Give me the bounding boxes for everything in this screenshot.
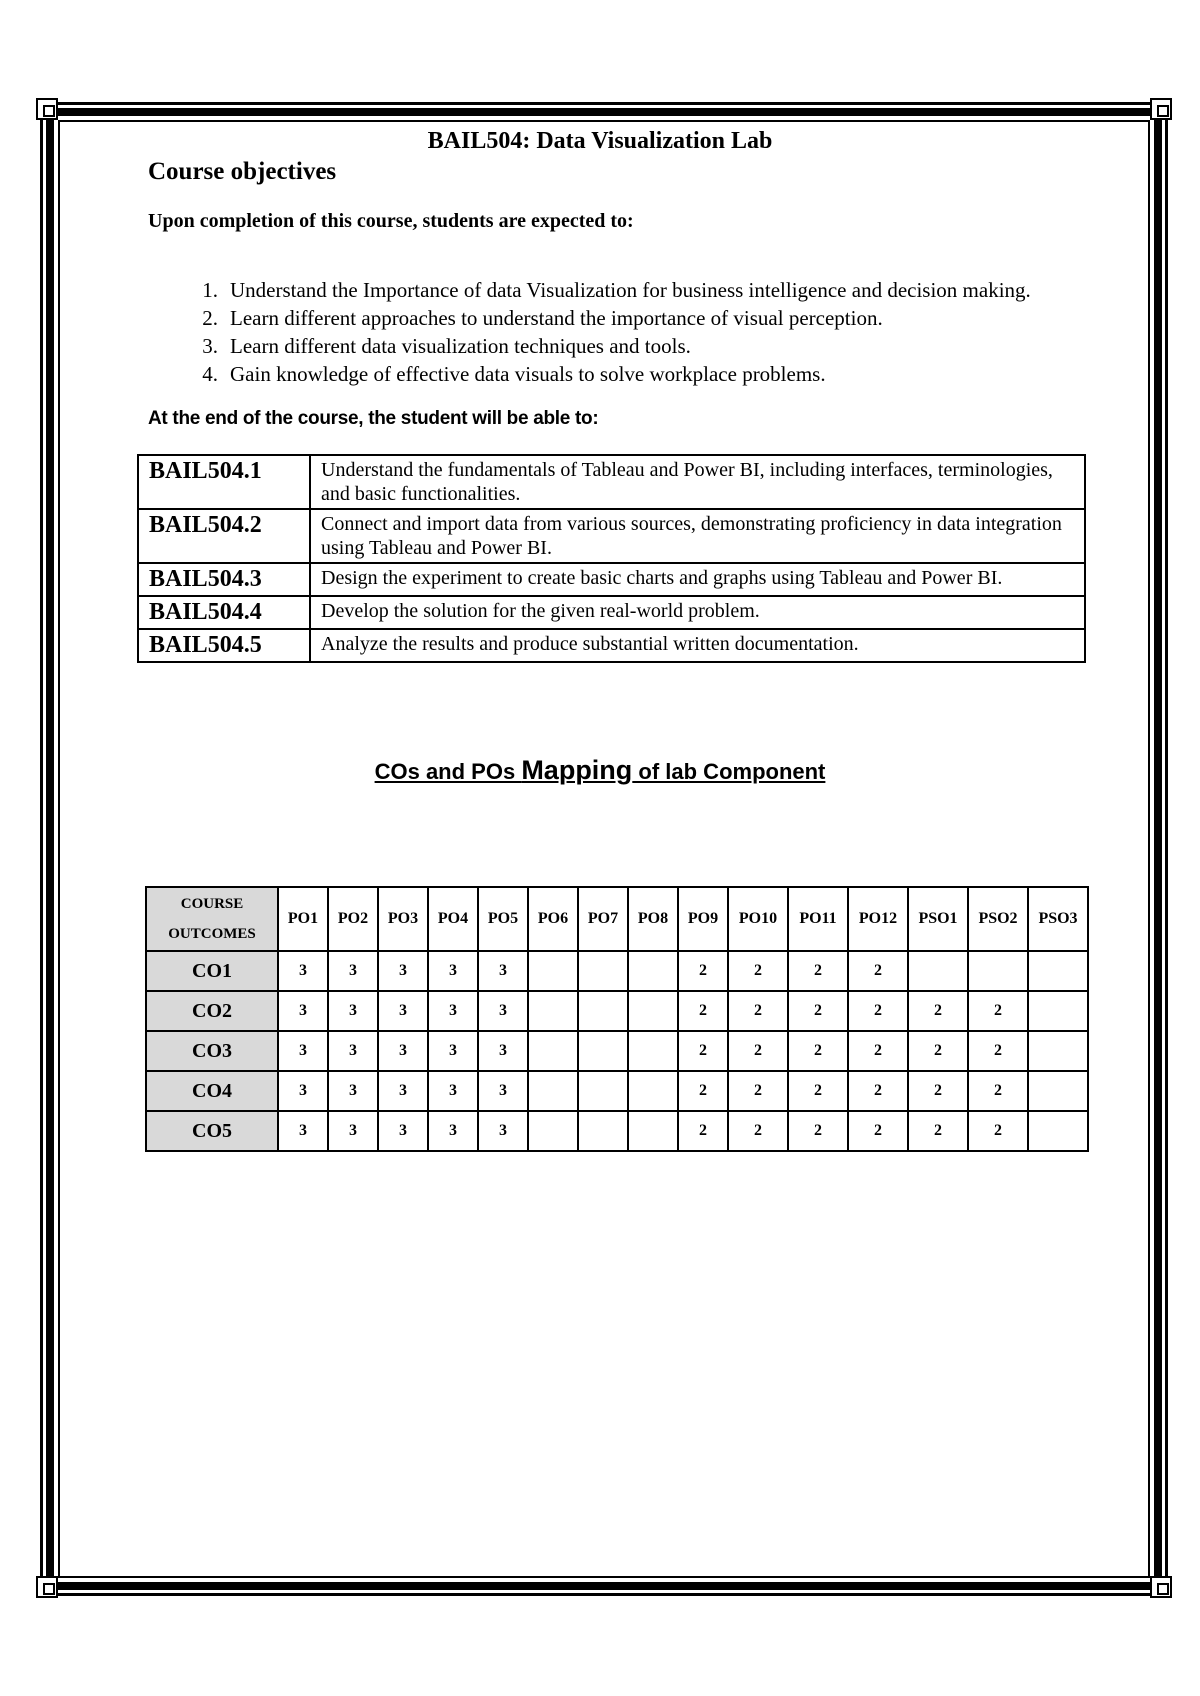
- column-header: PO6: [528, 887, 578, 951]
- column-header: PO2: [328, 887, 378, 951]
- row-header: CO4: [146, 1071, 278, 1111]
- table-cell: [628, 1031, 678, 1071]
- row-header: CO3: [146, 1031, 278, 1071]
- table-cell: [528, 1111, 578, 1151]
- table-row: [138, 596, 1085, 629]
- objective-item: 3. Learn different data visualization techniques and tools.: [202, 334, 691, 358]
- table-cell: 2: [678, 991, 728, 1031]
- table-cell: [628, 1111, 678, 1151]
- column-header: PSO3: [1028, 887, 1088, 951]
- document-title: BAIL504: Data Visualization Lab: [427, 128, 773, 154]
- table-row: [138, 629, 1085, 662]
- table-cell: 3: [478, 951, 528, 991]
- table-cell: 3: [328, 1111, 378, 1151]
- table-cell: [578, 991, 628, 1031]
- table-cell: 2: [908, 1031, 968, 1071]
- column-header: PO1: [278, 887, 328, 951]
- table-cell: [1028, 1111, 1088, 1151]
- table-cell: 2: [788, 1031, 848, 1071]
- table-cell: 3: [478, 991, 528, 1031]
- column-header: PO3: [378, 887, 428, 951]
- co-code: BAIL504.4: [138, 596, 310, 629]
- table-cell: 2: [728, 1111, 788, 1151]
- table-cell: [968, 951, 1028, 991]
- border-corner-bottom-left: [36, 1576, 58, 1598]
- table-row: [146, 991, 1088, 1031]
- table-cell: 3: [378, 991, 428, 1031]
- table-cell: 3: [478, 1071, 528, 1111]
- row-header: CO1: [146, 951, 278, 991]
- table-cell: 2: [848, 991, 908, 1031]
- table-cell: 3: [428, 1071, 478, 1111]
- column-header: PO9: [678, 887, 728, 951]
- table-cell: 3: [278, 1071, 328, 1111]
- co-description: Analyze the results and produce substantial written documentation.: [310, 629, 1085, 662]
- co-code: BAIL504.3: [138, 563, 310, 596]
- outcomes-intro: At the end of the course, the student will be able to:: [148, 408, 599, 429]
- co-description: Design the experiment to create basic charts and graphs using Tableau and Power BI.: [310, 563, 1085, 596]
- table-cell: 2: [968, 1031, 1028, 1071]
- table-cell: [528, 951, 578, 991]
- co-description: Connect and import data from various sources, demonstrating proficiency in data integration using Tableau and Power BI.: [310, 509, 1085, 563]
- table-cell: [528, 1071, 578, 1111]
- table-cell: 2: [728, 991, 788, 1031]
- table-cell: 3: [428, 991, 478, 1031]
- column-header: PSO1: [908, 887, 968, 951]
- table-cell: [578, 1031, 628, 1071]
- objectives-list: [176, 276, 1031, 388]
- column-header: PO7: [578, 887, 628, 951]
- table-cell: [528, 1031, 578, 1071]
- table-cell: 3: [378, 1111, 428, 1151]
- row-header: CO2: [146, 991, 278, 1031]
- table-row: [146, 1071, 1088, 1111]
- column-header: PO5: [478, 887, 528, 951]
- table-cell: [628, 991, 678, 1031]
- row-header: CO5: [146, 1111, 278, 1151]
- table-cell: 2: [908, 991, 968, 1031]
- column-header: PO11: [788, 887, 848, 951]
- table-cell: 3: [328, 991, 378, 1031]
- table-cell: 2: [678, 1111, 728, 1151]
- table-cell: 2: [788, 991, 848, 1031]
- border-corner-bottom-right: [1150, 1576, 1172, 1598]
- table-cell: 2: [678, 951, 728, 991]
- course-outcomes-table: [137, 454, 1086, 663]
- table-cell: [1028, 991, 1088, 1031]
- table-cell: [1028, 951, 1088, 991]
- table-cell: 2: [848, 1071, 908, 1111]
- column-header: PO10: [728, 887, 788, 951]
- border-corner-top-left: [36, 98, 58, 120]
- table-cell: [578, 1071, 628, 1111]
- column-header: PO4: [428, 887, 478, 951]
- table-cell: 2: [728, 951, 788, 991]
- table-cell: [1028, 1071, 1088, 1111]
- table-cell: 3: [428, 1111, 478, 1151]
- table-cell: 2: [908, 1071, 968, 1111]
- course-outcomes-header: COURSE OUTCOMES: [146, 887, 278, 951]
- table-cell: 3: [328, 1031, 378, 1071]
- co-description: Develop the solution for the given real-world problem.: [310, 596, 1085, 629]
- table-cell: 2: [728, 1071, 788, 1111]
- table-cell: 3: [378, 951, 428, 991]
- table-row: [146, 951, 1088, 991]
- table-cell: 3: [378, 1031, 428, 1071]
- mapping-title: COs and POs Mapping of lab Component: [374, 755, 826, 785]
- table-cell: 2: [678, 1071, 728, 1111]
- table-cell: [1028, 1031, 1088, 1071]
- column-header: PSO2: [968, 887, 1028, 951]
- table-row: [138, 563, 1085, 596]
- table-row: [138, 455, 1085, 509]
- table-cell: 2: [968, 1071, 1028, 1111]
- table-cell: 3: [428, 1031, 478, 1071]
- objective-item: 2. Learn different approaches to understand the importance of visual perception.: [202, 306, 883, 330]
- objectives-intro: Upon completion of this course, students are expected to:: [148, 210, 634, 232]
- table-cell: [578, 951, 628, 991]
- table-cell: 3: [378, 1071, 428, 1111]
- table-cell: 2: [908, 1111, 968, 1151]
- border-corner-top-right: [1150, 98, 1172, 120]
- table-cell: 2: [678, 1031, 728, 1071]
- table-cell: 2: [788, 951, 848, 991]
- table-cell: 3: [278, 991, 328, 1031]
- table-cell: 3: [328, 951, 378, 991]
- table-row: [146, 1031, 1088, 1071]
- table-cell: [908, 951, 968, 991]
- objective-item: 1. Understand the Importance of data Visualization for business intelligence and decision making.: [202, 278, 1031, 302]
- table-row: [138, 509, 1085, 563]
- course-objectives-heading: Course objectives: [148, 158, 337, 185]
- table-cell: 3: [478, 1031, 528, 1071]
- table-cell: [628, 1071, 678, 1111]
- co-code: BAIL504.2: [138, 509, 310, 563]
- table-cell: 3: [328, 1071, 378, 1111]
- table-cell: 3: [278, 1031, 328, 1071]
- table-cell: [578, 1111, 628, 1151]
- column-header: PO8: [628, 887, 678, 951]
- table-cell: 3: [278, 1111, 328, 1151]
- table-cell: 3: [428, 951, 478, 991]
- table-cell: 2: [728, 1031, 788, 1071]
- table-cell: 2: [848, 1031, 908, 1071]
- objective-item: 4. Gain knowledge of effective data visuals to solve workplace problems.: [202, 362, 826, 386]
- table-cell: [628, 951, 678, 991]
- table-header-row: [146, 887, 1088, 951]
- table-cell: 2: [968, 991, 1028, 1031]
- column-header: PO12: [848, 887, 908, 951]
- table-cell: 3: [278, 951, 328, 991]
- co-po-mapping-table: [145, 886, 1089, 1152]
- co-description: Understand the fundamentals of Tableau and Power BI, including interfaces, terminologies, and basic functionalities.: [310, 455, 1085, 509]
- table-cell: 2: [968, 1111, 1028, 1151]
- co-code: BAIL504.5: [138, 629, 310, 662]
- table-cell: 2: [848, 951, 908, 991]
- table-row: [146, 1111, 1088, 1151]
- table-cell: 3: [478, 1111, 528, 1151]
- table-cell: 2: [788, 1071, 848, 1111]
- table-cell: 2: [788, 1111, 848, 1151]
- table-cell: 2: [848, 1111, 908, 1151]
- co-code: BAIL504.1: [138, 455, 310, 509]
- table-cell: [528, 991, 578, 1031]
